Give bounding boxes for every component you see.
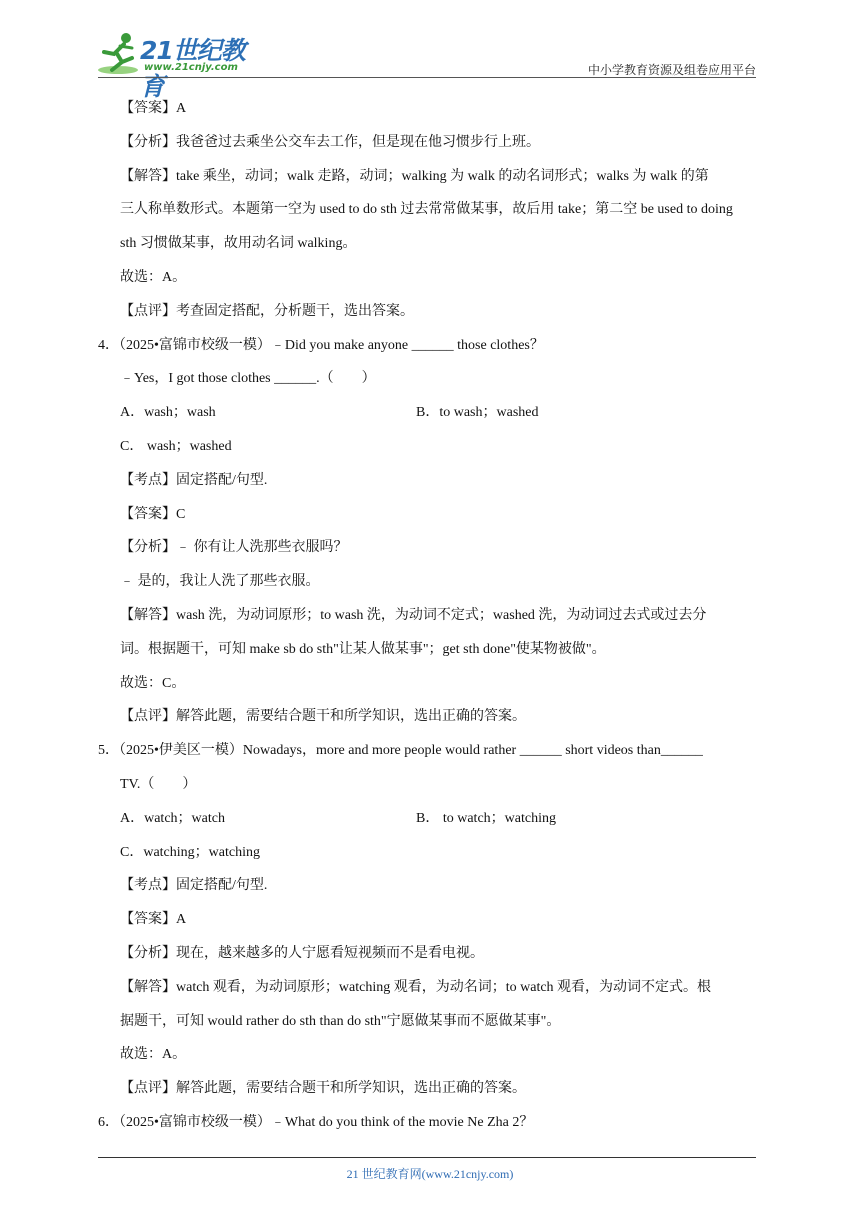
q4-option-a: A．wash；wash bbox=[120, 405, 216, 421]
q3-explain-line1: 【解答】take 乘坐，动词；walk 走路，动词；walking 为 walk 的动名词形式；walks 为 walk 的第 bbox=[120, 168, 709, 184]
q5-option-b: B． to watch；watching bbox=[416, 810, 556, 826]
q5-options-row bbox=[98, 810, 764, 844]
q4-stem: 4．（2025•富锦市校级一模）﹣Did you make anyone ______ those clothes？ bbox=[98, 337, 544, 353]
q5-analysis: 【分析】现在，越来越多的人宁愿看短视频而不是看电视。 bbox=[120, 945, 484, 961]
document-body bbox=[98, 100, 764, 1148]
q4-options-row bbox=[98, 404, 764, 438]
q5-explain-line2: 据题干，可知 would rather do sth than do sth"宁愿做某事而不愿做某事"。 bbox=[120, 1013, 561, 1029]
q3-explain-line2: 三人称单数形式。本题第一空为 used to do sth 过去常常做某事，故后用 take；第二空 be used to doing bbox=[120, 202, 733, 218]
platform-title: 中小学教育资源及组卷应用平台 bbox=[587, 63, 756, 77]
q5-choice: 故选：A。 bbox=[120, 1047, 187, 1063]
q3-analysis: 【分析】我爸爸过去乘坐公交车去工作，但是现在他习惯步行上班。 bbox=[120, 134, 540, 150]
footer-divider bbox=[98, 1157, 756, 1158]
page-footer: 21 世纪教育网(www.21cnjy.com) bbox=[346, 1167, 514, 1181]
q5-explain-line1: 【解答】watch 观看，为动词原形；watching 观看，为动名词；to watch 观看，为动词不定式。根 bbox=[120, 979, 712, 995]
q3-explain-line3: sth 习惯做某事，故用动名词 walking。 bbox=[120, 236, 357, 252]
page-header bbox=[98, 30, 756, 101]
q5-option-a: A．watch；watch bbox=[120, 810, 225, 826]
q3-comment: 【点评】考查固定搭配，分析题干，选出答案。 bbox=[120, 303, 414, 319]
q5-point: 【考点】固定搭配/句型. bbox=[120, 878, 268, 894]
q5-answer: 【答案】A bbox=[120, 912, 187, 928]
q4-point: 【考点】固定搭配/句型. bbox=[120, 472, 268, 488]
logo-url: www.21cnjy.com bbox=[144, 62, 238, 73]
q4-choice: 故选：C。 bbox=[120, 675, 186, 691]
site-logo bbox=[98, 30, 268, 101]
logo-text: 21世纪教育 bbox=[140, 36, 245, 101]
q5-stem-line2: TV.（ ） bbox=[120, 776, 197, 792]
q3-choice: 故选：A。 bbox=[120, 269, 187, 285]
q5-comment: 【点评】解答此题，需要结合题干和所学知识，选出正确的答案。 bbox=[120, 1081, 526, 1097]
q4-explain-line1: 【解答】wash 洗，为动词原形；to wash 洗，为动词不定式；washed 洗，为动词过去式或过去分 bbox=[120, 607, 707, 623]
header-divider bbox=[98, 77, 756, 78]
q4-option-c: C． wash；washed bbox=[120, 438, 232, 454]
q6-stem: 6．（2025•富锦市校级一模）﹣What do you think of the movie Ne Zha 2？ bbox=[98, 1114, 534, 1130]
q4-analysis-line1: 【分析】﹣ 你有让人洗那些衣服吗？ bbox=[120, 540, 348, 556]
q4-analysis-line2: ﹣ 是的，我让人洗了那些衣服。 bbox=[120, 574, 320, 590]
q5-option-c: C．watching；watching bbox=[120, 844, 260, 860]
q4-stem-line2: ﹣Yes，I got those clothes ______.（ ） bbox=[120, 371, 376, 387]
q4-option-b: B．to wash；washed bbox=[416, 405, 539, 421]
q3-answer: 【答案】A bbox=[120, 101, 187, 116]
q4-explain-line2: 词。根据题干，可知 make sb do sth"让某人做某事"；get sth done"使某物被做"。 bbox=[120, 641, 606, 657]
q5-stem: 5．（2025•伊美区一模）Nowadays，more and more people would rather ______ short videos than______ bbox=[98, 743, 703, 759]
q4-comment: 【点评】解答此题，需要结合题干和所学知识，选出正确的答案。 bbox=[120, 709, 526, 725]
runner-logo-icon bbox=[98, 30, 142, 76]
q4-answer: 【答案】C bbox=[120, 506, 186, 522]
